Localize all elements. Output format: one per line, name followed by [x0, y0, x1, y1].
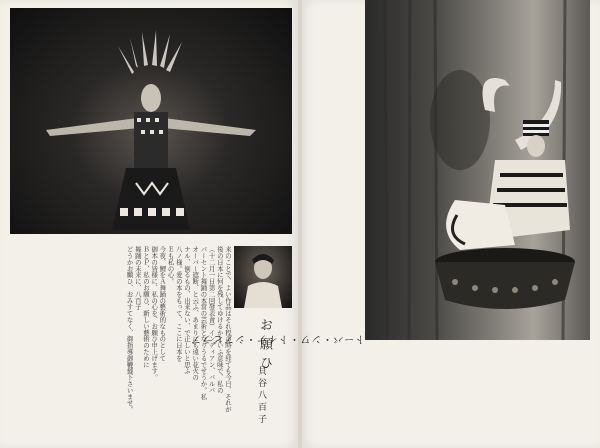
dancer-figure-illustration	[10, 8, 292, 234]
body-column: ナル、倒るもの、出来ない、で正しいと思ふ	[182, 246, 191, 374]
photo-caption: トーバ・ンワ・トイナ・シアピラア	[190, 333, 365, 344]
dancer-headdress-photo	[10, 8, 292, 234]
body-column: ＢとＰ、私のお願ひ、新しい藝術のために	[141, 246, 150, 368]
seated-dancer-photo	[365, 0, 590, 340]
body-column: 来のことで、よい作品はそれ程の時を経ても今日、それが	[224, 246, 232, 413]
body-column: 今夜、鯉をＡ舞踊の藝術的なものとして	[158, 246, 167, 362]
body-column: 八ノ様。愛の本をもって、ここに日本を	[174, 246, 183, 362]
body-column: パーセント舞踊の本當の芸術となりうるでせうか。私	[199, 246, 208, 400]
body-column: （十二月一日第二回發表會）インディアン、バルバ	[207, 246, 216, 394]
author-name: 貝谷八百子	[256, 366, 266, 426]
body-column: 舞踊の未来に、八百子	[133, 246, 142, 310]
body-column: 御本の皆様に、私の心を、お願ひ申上げます。	[150, 246, 159, 381]
essay-title: お願ひ	[257, 318, 272, 375]
body-column: どうかお願ひ、おみすてなく、御指導御鞭撻下さいませ。	[125, 246, 134, 413]
body-column: 後の日本に何を残してゆけるかといふ意味で、私の	[215, 246, 224, 394]
body-column: Ｅも私の心。	[166, 246, 175, 285]
body-column: オーバー遮断、と云ふ、あまりにも遠い花火の	[191, 246, 200, 381]
seated-dancer-illustration	[365, 0, 590, 340]
book-gutter	[298, 0, 302, 448]
